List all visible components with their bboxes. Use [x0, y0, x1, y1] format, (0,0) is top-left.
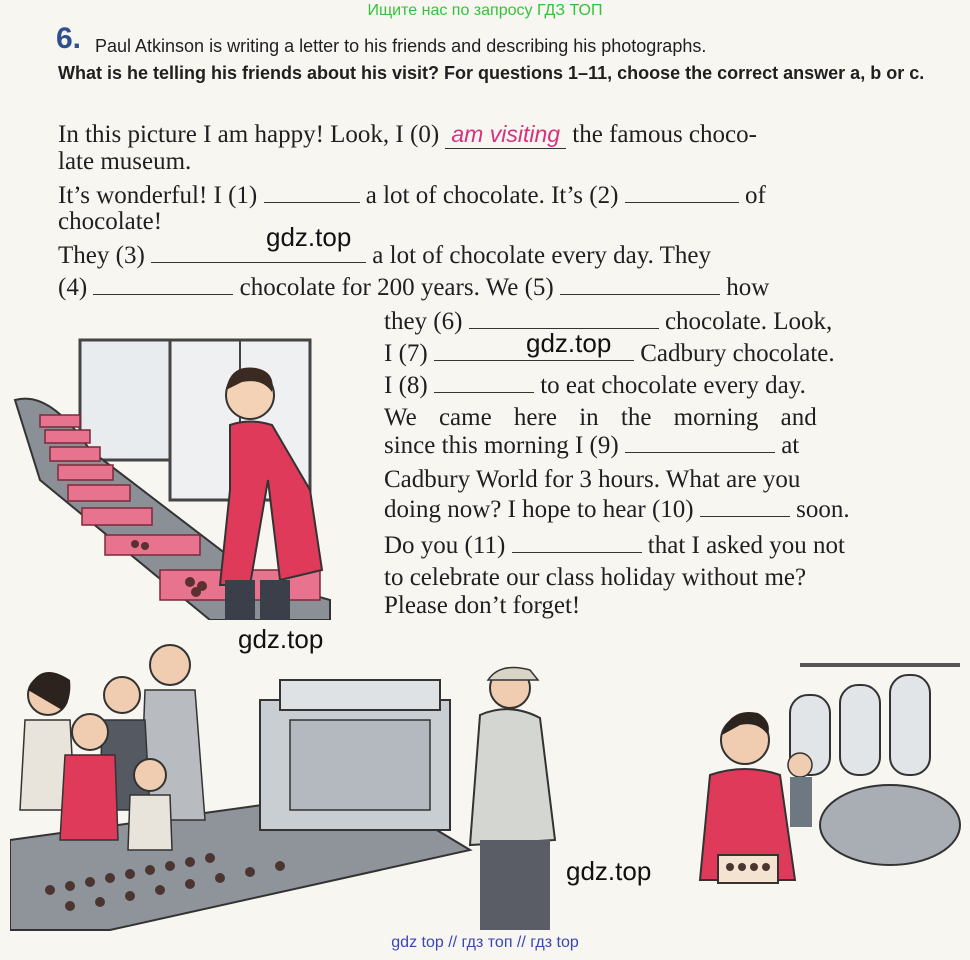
illustration-chocolate-conveyor	[10, 330, 380, 620]
letter-text: a lot of chocolate every day. They	[372, 242, 712, 269]
letter-line-12	[384, 466, 800, 494]
illustration-boy-eating-chocolate	[680, 655, 965, 895]
blank-11[interactable]	[512, 530, 642, 553]
letter-text: chocolate for 200 years. We (5)	[239, 274, 554, 301]
blank-9[interactable]	[625, 430, 775, 453]
letter-line-14	[384, 530, 845, 560]
letter-text: Do you (11)	[384, 532, 506, 559]
blank-6[interactable]	[469, 306, 659, 329]
letter-text: Cadbury chocolate.	[640, 340, 835, 367]
letter-text: to celebrate our class holiday without me?	[384, 564, 807, 591]
letter-line-13	[384, 494, 850, 524]
letter-text: Cadbury World for 3 hours. What are you	[384, 466, 801, 493]
blank-1[interactable]	[264, 180, 360, 203]
letter-line-10	[384, 404, 817, 432]
blank-8[interactable]	[434, 370, 534, 393]
letter-text: (4)	[58, 274, 88, 301]
letter-text: doing now? I hope to hear (10)	[384, 496, 694, 523]
letter-line-2	[58, 148, 191, 176]
letter-text: In this picture I am happy! Look, I (0)	[58, 121, 440, 148]
exercise-intro: Paul Atkinson is writing a letter to his friends and describing his photographs.	[95, 36, 707, 56]
blank-4[interactable]	[93, 272, 233, 295]
letter-line-6	[58, 272, 769, 302]
search-banner[interactable]: Ищите нас по запросу ГДЗ ТОП	[367, 2, 603, 19]
blank-10[interactable]	[700, 494, 790, 517]
watermark: gdz.top	[238, 624, 324, 654]
task-instructions: What is he telling his friends about his visit? For questions 1–11, choose the correct answer a, b or c.	[58, 63, 925, 83]
example-answer: am visiting	[445, 120, 566, 149]
illustration-family-factory	[10, 640, 590, 932]
letter-text: a lot of chocolate. It’s (2)	[365, 182, 619, 209]
letter-text: at	[781, 432, 800, 459]
letter-text: how	[726, 274, 770, 301]
letter-text: of	[744, 182, 766, 209]
letter-line-11	[384, 430, 799, 460]
blank-2[interactable]	[625, 180, 739, 203]
letter-text: soon.	[796, 496, 850, 523]
letter-line-9	[384, 370, 806, 400]
letter-line-3	[58, 180, 766, 210]
watermark: gdz.top	[266, 222, 352, 252]
letter-text: Please don’t forget!	[384, 592, 581, 619]
letter-text: to eat chocolate every day.	[540, 372, 806, 399]
letter-text: chocolate. Look,	[664, 308, 833, 335]
exercise-number: 6.	[56, 22, 82, 55]
letter-text: they (6)	[384, 308, 463, 335]
watermark: gdz.top	[526, 328, 612, 358]
letter-text: chocolate!	[58, 208, 163, 235]
letter-text: It’s wonderful! I (1)	[58, 182, 258, 209]
letter-line-4	[58, 208, 162, 236]
letter-text: I (8)	[384, 372, 428, 399]
letter-text: the famous choco-	[572, 121, 757, 148]
letter-line-15	[384, 564, 806, 592]
letter-line-16	[384, 592, 580, 620]
blank-5[interactable]	[560, 272, 720, 295]
footer-links[interactable]: gdz top // гдз топ // гдз top	[391, 934, 579, 951]
letter-text: that I asked you not	[647, 532, 845, 559]
letter-text: They (3)	[58, 242, 145, 269]
letter-text: I (7)	[384, 340, 428, 367]
letter-text: since this morning I (9)	[384, 432, 619, 459]
letter-line-1	[58, 120, 757, 149]
letter-line-5	[58, 240, 711, 270]
watermark: gdz.top	[566, 856, 652, 886]
letter-text: late museum.	[58, 148, 192, 175]
letter-text: We came here in the morning and	[384, 404, 817, 431]
